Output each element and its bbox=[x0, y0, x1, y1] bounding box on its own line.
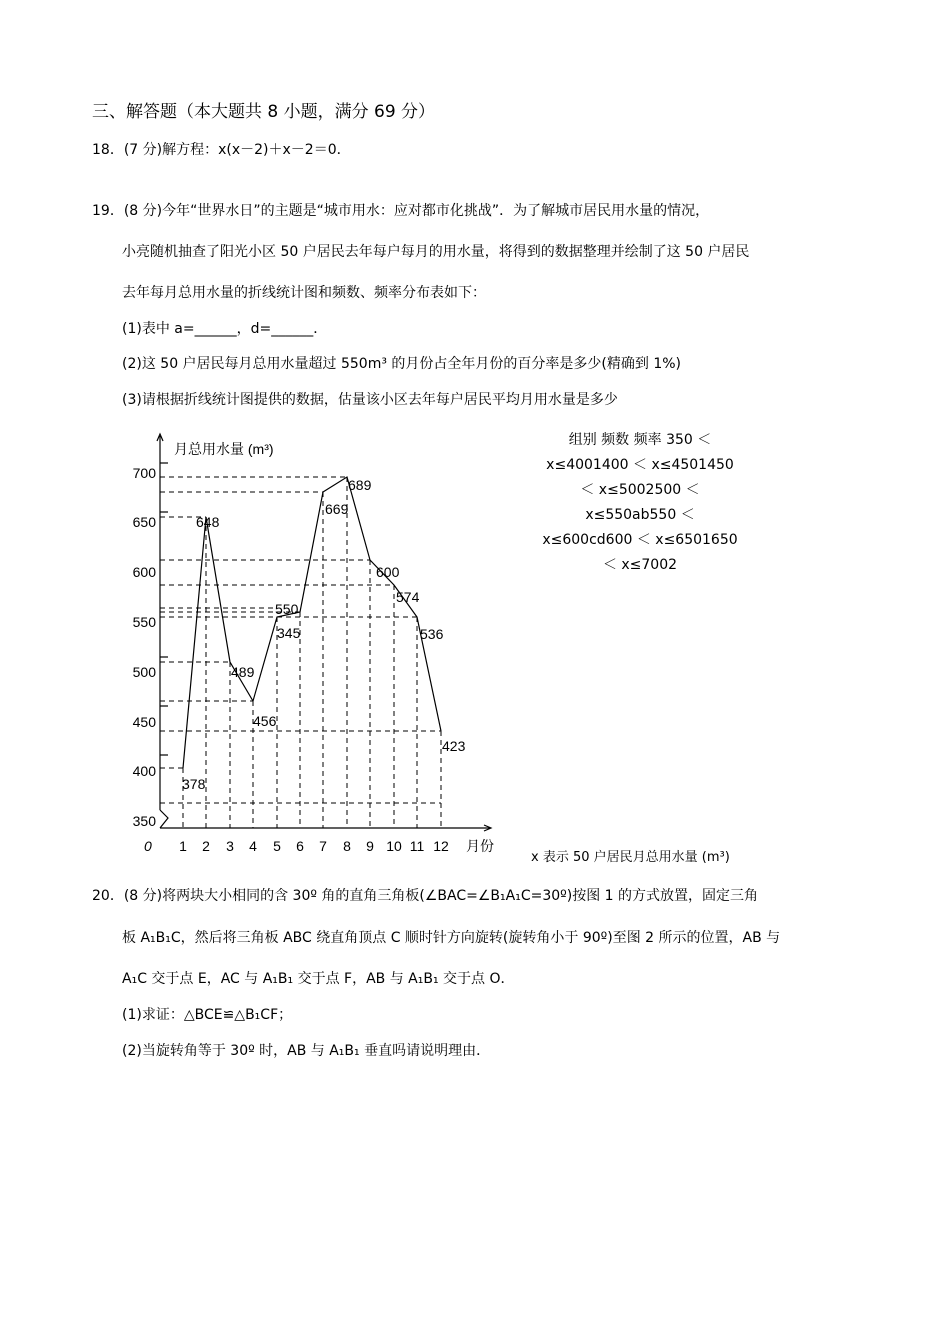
data-line bbox=[183, 477, 441, 768]
svg-text:2: 2 bbox=[202, 838, 210, 854]
question-19-sub-1: (1)表中 a=______，d=______． bbox=[122, 321, 328, 337]
question-20-sub-1: (1)求证：△BCE≌△B₁CF； bbox=[122, 1007, 293, 1023]
svg-text:400: 400 bbox=[132, 763, 156, 779]
svg-text:8: 8 bbox=[343, 838, 351, 854]
svg-text:600: 600 bbox=[132, 564, 156, 580]
y-tick-labels bbox=[133, 465, 157, 829]
svg-text:378: 378 bbox=[182, 776, 206, 792]
svg-text:450: 450 bbox=[132, 714, 156, 730]
svg-text:11: 11 bbox=[409, 838, 425, 854]
svg-text:500: 500 bbox=[132, 664, 156, 680]
question-19-sub-3: (3)请根据折线统计图提供的数据，估量该小区去年每户居民平均月用水量是多少 bbox=[122, 392, 618, 408]
question-19-line-3: 去年每月总用水量的折线统计图和频数、频率分布表如下： bbox=[122, 285, 486, 301]
svg-text:700: 700 bbox=[132, 465, 156, 481]
x-axis-label: 月份 bbox=[466, 838, 494, 854]
svg-text:10: 10 bbox=[386, 838, 402, 854]
svg-text:6: 6 bbox=[296, 838, 304, 854]
section-header: 三、解答题（本大题共 8 小题，满分 69 分） bbox=[92, 102, 436, 122]
data-point-labels bbox=[182, 477, 466, 792]
frequency-table-text bbox=[530, 428, 750, 578]
question-text: (7 分)解方程：x(x－2)＋x－2＝0． bbox=[123, 142, 351, 158]
svg-text:550: 550 bbox=[275, 601, 299, 617]
svg-text:669: 669 bbox=[325, 501, 349, 517]
origin-label: 0 bbox=[144, 838, 152, 854]
svg-text:536: 536 bbox=[420, 626, 444, 642]
table-caption: x 表示 50 户居民月总用水量 (m³) bbox=[531, 850, 730, 865]
x-tick-labels bbox=[179, 838, 449, 854]
question-20-sub-2: (2)当旋转角等于 30º 时，AB 与 A₁B₁ 垂直吗请说明理由． bbox=[122, 1043, 491, 1059]
svg-text:12: 12 bbox=[433, 838, 449, 854]
svg-text:456: 456 bbox=[253, 713, 277, 729]
svg-text:650: 650 bbox=[132, 514, 156, 530]
question-20-line-1: 20．(8 分)将两块大小相同的含 30º 角的直角三角板(∠BAC=∠B₁A₁C=30º)按图 1 的方式放置，固定三角 bbox=[92, 888, 759, 904]
svg-text:3: 3 bbox=[226, 838, 234, 854]
question-19-line-2: 小亮随机抽查了阳光小区 50 户居民去年每户每月的用水量，将得到的数据整理并绘制了这 50 户居民 bbox=[122, 244, 750, 260]
table-line: ＜ x≤7002 bbox=[602, 557, 678, 573]
table-line: x≤4001400 ＜ x≤4501450 bbox=[546, 457, 734, 473]
table-line: ＜ x≤5002500 ＜ bbox=[580, 482, 700, 498]
y-axis-label: 月总用水量 (m³) bbox=[174, 441, 274, 457]
svg-text:4: 4 bbox=[249, 838, 257, 854]
svg-text:550: 550 bbox=[132, 614, 156, 630]
svg-text:350: 350 bbox=[132, 813, 156, 829]
svg-text:489: 489 bbox=[231, 664, 255, 680]
svg-text:600: 600 bbox=[376, 564, 400, 580]
svg-text:345: 345 bbox=[277, 625, 301, 641]
table-line: x≤550ab550 ＜ bbox=[585, 507, 695, 523]
svg-text:7: 7 bbox=[319, 838, 327, 854]
svg-text:689: 689 bbox=[348, 477, 372, 493]
svg-text:574: 574 bbox=[396, 589, 420, 605]
question-19-line-1: 19．(8 分)今年“世界水日”的主题是“城市用水：应对都市化挑战”．为了解城市居民用水量的情况， bbox=[92, 203, 710, 219]
question-19-sub-2: (2)这 50 户居民每月总用水量超过 550m³ 的月份占全年月份的百分率是多少(精确到 1%) bbox=[122, 356, 682, 372]
table-line: x≤600cd600 ＜ x≤6501650 bbox=[542, 532, 738, 548]
question-20-line-3: A₁C 交于点 E，AC 与 A₁B₁ 交于点 F，AB 与 A₁B₁ 交于点 O． bbox=[122, 971, 515, 987]
question-20-line-2: 板 A₁B₁C，然后将三角板 ABC 绕直角顶点 C 顺时针方向旋转(旋转角小于 90º)至图 2 所示的位置，AB 与 bbox=[122, 930, 781, 946]
svg-text:5: 5 bbox=[273, 838, 281, 854]
question-number: 18． bbox=[92, 142, 124, 158]
svg-text:1: 1 bbox=[179, 838, 187, 854]
svg-text:648: 648 bbox=[196, 514, 220, 530]
table-line: 组别 频数 频率 350 ＜ bbox=[568, 432, 712, 448]
svg-text:9: 9 bbox=[366, 838, 374, 854]
svg-text:423: 423 bbox=[442, 738, 466, 754]
